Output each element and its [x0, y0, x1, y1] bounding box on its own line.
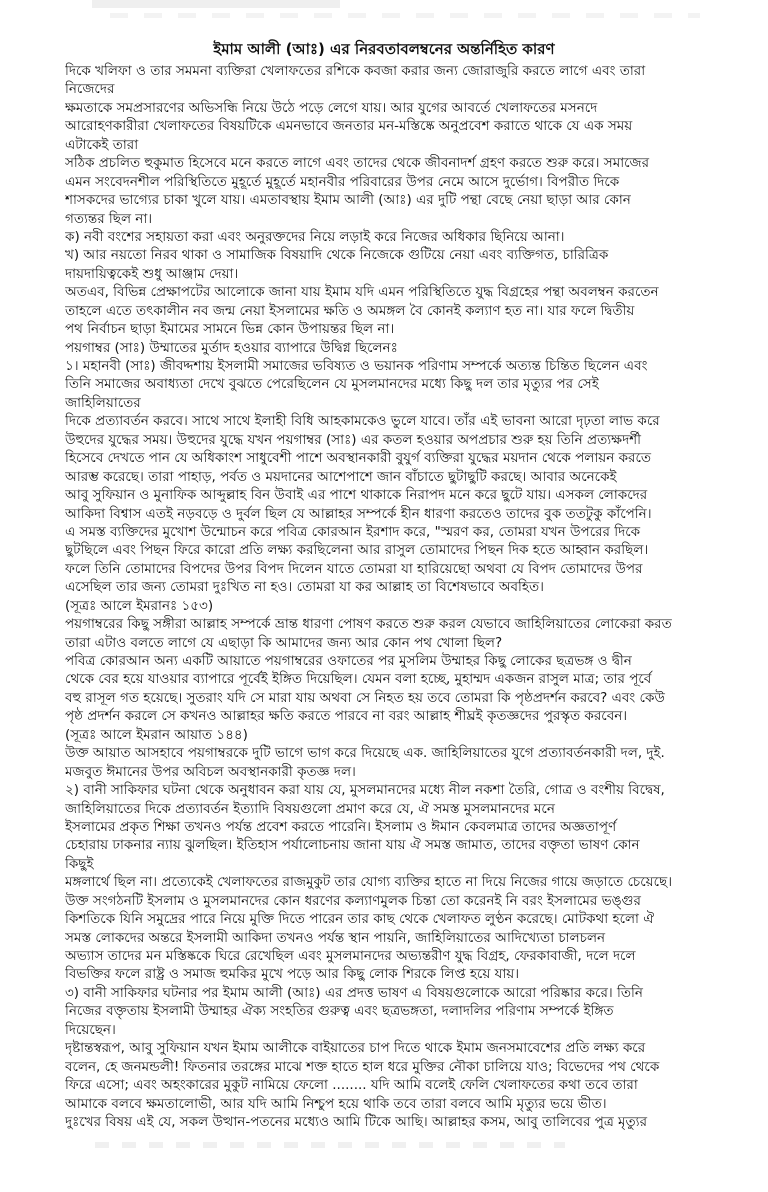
- text-line: উক্ত সংগঠনটি ইসলাম ও মুসলমানদের কোন ধরণের কল্যাণমুলক চিন্তা তো করেনই নি বরং ইসলামের ভঙ্গুর: [65, 892, 641, 909]
- text-line: বলেন, হে জনমন্ডলী! ফিতনার তরঙ্গের মাঝে শক্ত হাতে হাল ধরে মুক্তির নৌকা চালিয়ে যাও; বিভেদের পথ থেকে: [65, 1058, 660, 1075]
- text-line: পথ নির্বাচন ছাড়া ইমামের সামনে ভিন্ন কোন উপায়ন্তর ছিল না।: [65, 321, 395, 338]
- text-line: ১। মহানবী (সাঃ) জীবদ্দশায় ইসলামী সমাজের ভবিষ্যত ও ভয়ানক পরিণাম সম্পর্কে অত্যন্ত চিন্তিত ছিলেন এবং: [65, 358, 648, 374]
- text-line: নিজের বক্তৃতায় ইসলামী উম্মাহর ঐক্য সংহতির গুরুত্ব এবং ছত্রভঙ্গতা, দলাদলির পরিণাম সম্পর্কে ইঙ্গিত: [65, 1003, 614, 1020]
- text-line: আকিদা বিশ্বাস এতই নড়বড়ে ও দুর্বল ছিল যে আল্লাহর সম্পর্কে হীন ধারণা করতেও তাদের বুক ততটুকু কাঁপেনি।: [65, 505, 652, 522]
- text-line: থেকে বের হয়ে যাওয়ার ব্যাপারে পূর্বেই ইঙ্গিত দিয়েছিল। যেমন বলা হচ্ছে, মুহাম্মদ একজন রাসুল মাত্র; তার পূর্বে: [65, 671, 652, 688]
- text-line: আবু সুফিয়ান ও মুনাফিক আব্দুল্লাহ বিন উবাই এর পাশে থাকাকে নিরাপদ মনে করে ছুটে যায়। এসকল লোকদের: [65, 487, 648, 504]
- text-line: তাহলে এতে তৎকালীন নব জন্ম নেয়া ইসলামের ক্ষতি ও অমঙ্গল বৈ কোনই কল্যাণ হত না। যার ফলে দ্বিতীয়: [65, 302, 635, 319]
- text-line: আরোহণকারীরা খেলাফতের বিষয়টিকে এমনভাবে জনতার মন-মস্তিষ্কে অনুপ্রবেশ করাতে থাকে যে এক সময়: [65, 118, 633, 135]
- text-line: ক) নবী বংশের সহায়তা করা এবং অনুরক্তদের নিয়ে লড়াই করে নিজের অধিকার ছিনিয়ে আনা।: [65, 228, 565, 245]
- text-line: পয়গাম্বরের কিছু সঙ্গীরা আল্লাহ সম্পর্কে ভ্রান্ত ধারণা পোষণ করতে শুরু করল যেভাবে জাহিলিয়াতের লোকেরা করত: [65, 616, 672, 633]
- text-line: আরম্ভ করেছে। তারা পাহাড়, পর্বত ও ময়দানের আশেপাশে জান বাঁচাতে ছুটাছুটি করছে। আবার অনেকেই: [65, 468, 617, 485]
- document-title: ইমাম আলী (আঃ) এর নিরবতাবলম্বনের অন্তর্নিহিত কারণ: [213, 40, 555, 58]
- text-line: নিজেদের: [65, 81, 115, 98]
- document-body: [65, 62, 713, 1152]
- text-line: জাহিলিয়াতের: [65, 394, 141, 411]
- scan-artifact-bottom-ghost-line: [95, 1142, 565, 1148]
- text-line: অভ্যাস তাদের মন মস্তিষ্ককে ঘিরে রেখেছিল এবং মুসলমানদের অভ্যন্তরীণ যুদ্ধ বিগ্রহ, ফেরকাবাজী, দলে দলে: [65, 948, 636, 964]
- text-line: এটাকেই তারা: [65, 136, 139, 153]
- text-line: দিকে প্রত্যাবর্তন করবে। সাথে সাথে ইলাহী বিধি আহকামকেও ভুলে যাবে। তাঁর এই ভাবনা আরো দৃঢ়তা লাভ করে: [65, 413, 660, 430]
- text-line: শাসকদের ভাগ্যের চাকা খুলে যায়। এমতাবস্থায় ইমাম আলী (আঃ) এর দুটি পন্থা বেছে নেয়া ছাড়া আর কোন: [65, 192, 631, 209]
- text-line: ইসলামের প্রকৃত শিক্ষা তখনও পর্যন্ত প্রবেশ করতে পারেনি। ইসলাম ও ঈমান কেবলমাত্র তাদের অজ্ঞতাপূর্ণ: [65, 818, 617, 835]
- scan-artifact-top-ghost-line: [110, 13, 700, 18]
- text-line: ৩) বানী সাকিফার ঘটনার পর ইমাম আলী (আঃ) এর প্রদত্ত ভাষণ এ বিষয়গুলোকে আরো পরিষ্কার করে। তিনি: [65, 984, 643, 1001]
- text-line: মঙ্গলার্থে ছিল না। প্রত্যেকেই খেলাফতের রাজমুকুট তার যোগ্য ব্যক্তির হাতে না দিয়ে নিজের গায়ে জড়াতে চেয়েছে।: [65, 874, 673, 891]
- text-line: দুঃখের বিষয় এই যে, সকল উত্থান-পতনের মধ্যেও আমি টিকে আছি। আল্লাহর কসম, আবু তালিবের পুত্র মৃত্যুর: [65, 1113, 648, 1130]
- text-line: কিছুই: [65, 855, 94, 872]
- text-line: ২) বানী সাকিফার ঘটনা থেকে অনুধাবন করা যায় যে, মুসলমানদের মধ্যে নীল নকশা তৈরি, গোত্র ও বংশীয় বিদ্বেষ,: [65, 782, 665, 799]
- text-line: সমস্ত লোকদের অন্তরে ইসলামী আকিদা তখনও পর্যন্ত স্থান পায়নি, জাহিলিয়াতের আদিখ্যেতা চালচলন: [65, 929, 606, 946]
- text-line: তিনি সমাজের অবাধ্যতা দেখে বুঝতে পেরেছিলেন যে মুসলমানদের মধ্যে কিছু দল তার মৃত্যুর পর সেই: [65, 376, 599, 393]
- text-line: দিয়েছেন।: [65, 1021, 116, 1038]
- text-line: পয়গাম্বর (সাঃ) উম্মাতের মুর্তাদ হওয়ার ব্যাপারে উদ্বিগ্ন ছিলেনঃ: [65, 339, 398, 356]
- text-line: সঠিক প্রচলিত হুকুমাত হিসেবে মনে করতে লাগে এবং তাদের থেকে জীবনাদর্শ গ্রহণ করতে শুরু করে। সমাজের: [65, 155, 650, 172]
- scan-artifact-top-bar: [92, 0, 340, 8]
- text-line: উহুদের যুদ্ধের সময়। উহুদের যুদ্ধে যখন পয়গাম্বর (সাঃ) এর কতল হওয়ার অপপ্রচার শুরু হয় তিনি প্রত্যক্ষদর্শী: [65, 431, 642, 448]
- text-line: জাহিলিয়াতের দিকে প্রত্যাবর্তন ইত্যাদি বিষয়গুলো প্রমাণ করে যে, ঐ সমস্ত মুসলমানদের মনে: [65, 800, 555, 817]
- text-line: পৃষ্ঠ প্রদর্শন করলে সে কখনও আল্লাহর ক্ষতি করতে পারবে না বরং আল্লাহ শীঘ্রই কৃতজ্ঞদের পুরস্কৃত করবেন।: [65, 708, 628, 725]
- text-line: ফলে তিনি তোমাদের বিপদের উপর বিপদ দিলেন যাতে তোমরা যা হারিয়েছো অথবা যে বিপদ তোমাদের উপর: [65, 560, 643, 577]
- text-line: আমাকে বলবে ক্ষমতালোভী, আর যদি আমি নিশ্চুপ হয়ে থাকি তবে তারা বলবে আমি মৃত্যুর ভয়ে ভীত।: [65, 1095, 607, 1112]
- text-line: হিসেবে দেখতে পান যে অধিকাংশ সাধুবেশী পাশে অবস্থানকারী বুযুর্গ ব্যক্তিরা যুদ্ধের ময়দান থেকে পলায়ন করতে: [65, 450, 651, 467]
- text-line: উক্ত আয়াত আসহাবে পয়গাম্বরকে দুটি ভাগে ভাগ করে দিয়েছে এক. জাহিলিয়াতের যুগে প্রত্যাবর্তনকারী দল, দুই.: [65, 745, 665, 762]
- text-line: বহু রাসূল গত হয়েছে। সুতরাং যদি সে মারা যায় অথবা সে নিহত হয় তবে তোমরা কি পৃষ্ঠপ্রদর্শন করবে? এবং কেউ: [65, 689, 665, 706]
- text-line: খ) আর নয়তো নিরব থাকা ও সামাজিক বিষয়াদি থেকে নিজেকে গুটিয়ে নেয়া এবং ব্যক্তিগত, চারিত্রিক: [65, 247, 609, 264]
- text-line: ফিরে এসো; এবং অহংকারের মুকুট নামিয়ে ফেলো ........ যদি আমি বলেই ফেলি খেলাফতের কথা তবে তারা: [65, 1077, 638, 1094]
- text-line: বিভক্তির ফলে রাষ্ট্র ও সমাজ হুমকির মুখে পড়ে আর কিছু লোক শিরকে লিপ্ত হয়ে যায়।: [65, 966, 520, 983]
- text-line: (সূত্রঃ আলে ইমরানঃ ১৫৩): [65, 597, 214, 614]
- text-line: দিকে খলিফা ও তার সমমনা ব্যক্তিরা খেলাফতের রশিকে কবজা করার জন্য জোরাজুরি করতে লাগে এবং তারা: [65, 63, 646, 79]
- text-line: ক্ষমতাকে সমপ্রসারণের অভিসন্ধি নিয়ে উঠে পড়ে লেগে যায়। আর যুগের আবর্তে খেলাফতের মসনদে: [65, 99, 598, 116]
- text-line: চেহারায় ঢাকনার ন্যায় ঝুলছিল। ইতিহাস পর্যালোচনায় জানা যায় ঐ সমস্ত জামাত, তাদের বক্তৃতা ভাষণ কোন: [65, 837, 640, 854]
- text-line: মজবুত ঈমানের উপর অবিচল অবস্থানকারী কৃতজ্ঞ দল।: [65, 763, 356, 780]
- text-line: কিশতিকে যিনি সমুদ্রের পারে নিয়ে মুক্তি দিতে পারেন তার কাছ থেকে খেলাফত লুণ্ঠন করেছে। মোটকথা হলো ঐ: [65, 911, 655, 928]
- text-line: এমন সংবেদনশীল পরিস্থিতিতে মুহূর্তে মুহূর্তে মহানবীর পরিবারের উপর নেমে আসে দুর্ভোগ। বিপরীত দিকে: [65, 173, 620, 190]
- text-line: গত্যন্তর ছিল না।: [65, 210, 153, 227]
- text-line: এ সমস্ত ব্যক্তিদের মুখোশ উন্মোচন করে পবিত্র কোরআন ইরশাদ করে, "স্মরণ কর, তোমরা যখন উপরের দিকে: [65, 523, 641, 540]
- text-line: দৃষ্টান্তস্বরূপ, আবু সুফিয়ান যখন ইমাম আলীকে বাইয়াতের চাপ দিতে থাকে ইমাম জনসমাবেশের প্রতি লক্ষ্য করে: [65, 1040, 646, 1057]
- text-line: দায়দায়িত্বকেই শুধু আঞ্জাম দেয়া।: [65, 265, 239, 282]
- text-line: (সূত্রঃ আলে ইমরান আয়াত ১৪৪): [65, 726, 248, 743]
- text-line: অতএব, বিভিন্ন প্রেক্ষাপটের আলোকে জানা যায় ইমাম যদি এমন পরিস্থিতিতে যুদ্ধ বিগ্রহের পন্থা অবলম্বন করতেন: [65, 284, 659, 301]
- text-line: পবিত্র কোরআন অন্য একটি আয়াতে পয়গাম্বরের ওফাতের পর মুসলিম উম্মাহর কিছু লোকের ছত্রভঙ্গ ও দ্বীন: [65, 653, 632, 669]
- text-line: ছুটছিলে এবং পিছন ফিরে কারো প্রতি লক্ষ্য করছিলেনা আর রাসুল তোমাদের পিছন দিক হতে আহ্বান করছিল।: [65, 542, 649, 559]
- text-line: তারা এটাও বলতে লাগে যে এছাড়া কি আমাদের জন্য আর কোন পথ খোলা ছিল?: [65, 634, 503, 651]
- text-line: এসেছিল তার জন্য তোমরা দুঃখিত না হও। তোমরা যা কর আল্লাহ তা বিশেষভাবে অবহিত।: [65, 579, 544, 596]
